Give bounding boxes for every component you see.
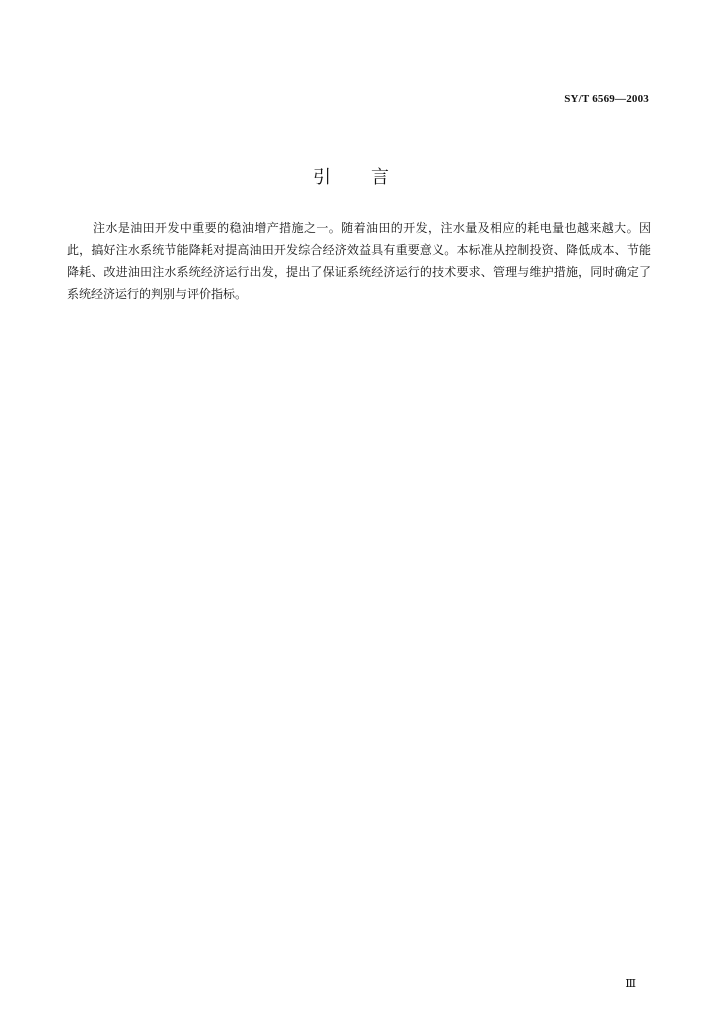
standard-code: SY/T 6569—2003 [564,93,649,105]
page-number: Ⅲ [625,978,636,990]
section-title: 引言 [313,167,429,188]
body-paragraph: 注水是油田开发中重要的稳油增产措施之一。随着油田的开发，注水量及相应的耗电量也越来越大。因此，搞好注水系统节能降耗对提高油田开发综合经济效益具有重要意义。本标准从控制投资、降低成本、节能降耗、改进油田注水系统经济运行出发，提出了保证系统经济运行的技术要求、管理与维护措施，同时确定了系统经济运行的判别与评价指标。 [67,221,651,301]
